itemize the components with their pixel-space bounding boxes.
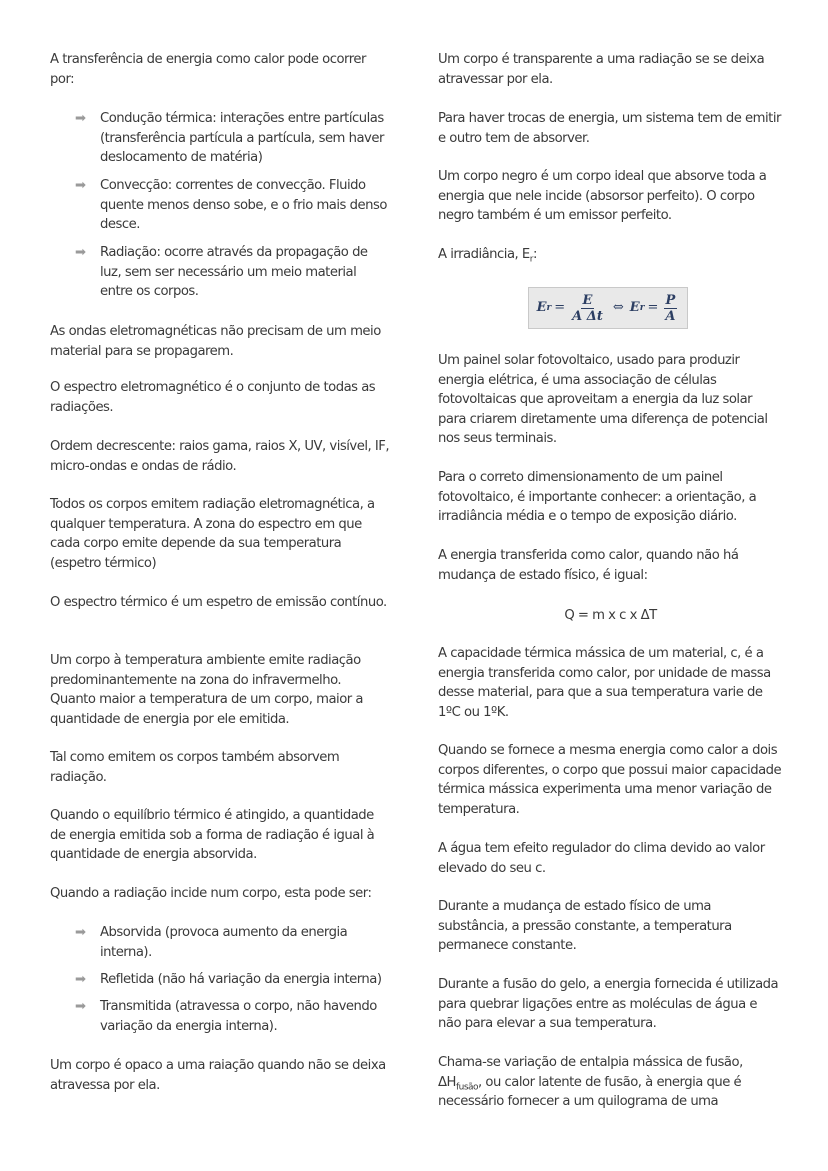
paragraph: Um corpo é opaco a uma raiação quando não se deixa atravessa por ela.	[50, 1058, 386, 1093]
paragraph: Para o correto dimensionamento de um painel fotovoltaico, é importante conhecer: a orientação, a irradiância média e o tempo de exposição diário.	[438, 470, 757, 525]
intro-paragraph: A transferência de energia como calor pode ocorrer por:	[50, 52, 366, 87]
list-item-text: Absorvida (provoca aumento da energia interna).	[100, 925, 348, 960]
paragraph: Durante a fusão do gelo, a energia fornecida é utilizada para quebrar ligações entre as moléculas de água e não para elevar a sua temperatura.	[438, 977, 779, 1032]
paragraph: Quando a radiação incide num corpo, esta pode ser:	[50, 886, 372, 901]
paragraph: A energia transferida como calor, quando não há mudança de estado físico, é igual:	[438, 548, 739, 583]
paragraph: O espectro térmico é um espetro de emissão contínuo.	[50, 595, 387, 610]
arrow-bullet-icon: ➡	[75, 178, 86, 193]
paragraph: Um corpo é transparente a uma radiação se se deixa atravessar por ela.	[438, 52, 765, 87]
fraction: $\frac{P}{A}$	[665, 292, 676, 324]
iff-symbol: ⇔	[612, 300, 624, 316]
paragraph: Durante a mudança de estado físico de uma substância, a pressão constante, a temperatura permanece constante.	[438, 899, 732, 954]
paragraph: Ordem decrescente: raios gama, raios X, UV, visível, IF, micro-ondas e ondas de rádio.	[50, 439, 390, 474]
heat-formula: Q = m x c x ΔT	[564, 608, 657, 623]
paragraph: A água tem efeito regulador do clima devido ao valor elevado do seu c.	[438, 841, 765, 876]
irradiance-label: A irradiância, $E_r$:	[438, 247, 537, 265]
irradiance-formula: E r = $\frac{E}{\text{A Δt}}$ ⇔ E r = $\frac{P}{A}$	[528, 287, 688, 329]
paragraph: Todos os corpos emitem radiação eletromagnética, a qualquer temperatura. A zona do espectro em que cada corpo emite depende da sua temperatura (espetro térmico)	[50, 497, 375, 571]
arrow-bullet-icon: ➡	[75, 111, 86, 126]
list-item-text: Refletida (não há variação da energia interna)	[100, 972, 382, 987]
paragraph: Um corpo negro é um corpo ideal que absorve toda a energia que nele incide (absorsor perfeito). O corpo negro também é um emissor perfeito.	[438, 169, 767, 224]
paragraph: Um painel solar fotovoltaico, usado para produzir energia elétrica, é uma associação de células fotovoltaicas que aproveitam a energia da luz solar para criarem diretamente uma diferença de potencial nos seus terminais.	[438, 353, 768, 447]
arrow-bullet-icon: ➡	[75, 972, 86, 987]
paragraph: A capacidade térmica mássica de um material, c, é a energia transferida como calor, por unidade de massa desse material, para que a sua temperatura varie de 1ºC ou 1ºK.	[438, 646, 771, 720]
paragraph: Quando o equilíbrio térmico é atingido, a quantidade de energia emitida sob a forma de radiação é igual à quantidade de energia absorvida.	[50, 808, 375, 863]
list-item-text: Condução térmica: interações entre partículas (transferência partícula a partícula, sem haver deslocamento de matéria)	[100, 111, 384, 166]
arrow-bullet-icon: ➡	[75, 245, 86, 260]
paragraph: O espectro eletromagnético é o conjunto de todas as radiações.	[50, 380, 376, 415]
arrow-bullet-icon: ➡	[75, 999, 86, 1014]
fraction: $\frac{E}{\text{A Δt}}$	[572, 292, 603, 324]
arrow-bullet-icon: ➡	[75, 925, 86, 940]
paragraph: Tal como emitem os corpos também absorvem radiação.	[50, 750, 340, 785]
list-item-text: Convecção: correntes de convecção. Fluido quente menos denso sobe, e o frio mais denso desce.	[100, 178, 387, 233]
paragraph: Para haver trocas de energia, um sistema tem de emitir e outro tem de absorver.	[438, 111, 781, 146]
paragraph: Um corpo à temperatura ambiente emite radiação predominantemente na zona do infravermelho. Quanto maior a temperatura de um corpo, maior a quantidade de energia por ele emitida.	[50, 653, 363, 727]
paragraph: As ondas eletromagnéticas não precisam de um meio material para se propagarem.	[50, 324, 381, 359]
list-item-text: Transmitida (atravessa o corpo, não havendo variação da energia interna).	[100, 999, 377, 1034]
list-item-text: Radiação: ocorre através da propagação de luz, sem ser necessário um meio material entre os corpos.	[100, 245, 368, 300]
paragraph: Quando se fornece a mesma energia como calor a dois corpos diferentes, o corpo que possui maior capacidade térmica mássica experimenta uma menor variação de temperatura.	[438, 743, 782, 817]
paragraph: Chama-se variação de entalpia mássica de fusão, $\Delta H_{fusão}$, ou calor latente de fusão, à energia que é necessário fornecer a um quilograma de uma	[438, 1055, 743, 1110]
